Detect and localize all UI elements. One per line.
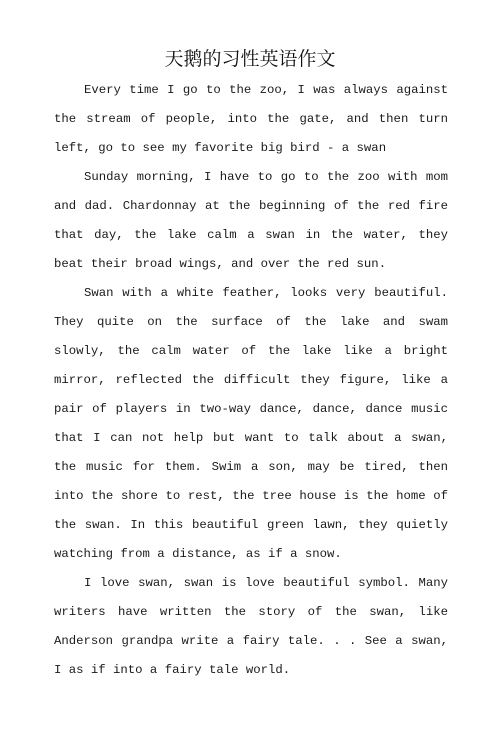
document-title: 天鹅的习性英语作文 bbox=[164, 48, 336, 70]
document-body bbox=[54, 76, 448, 685]
paragraph-2: Sunday morning, I have to go to the zoo with mom and dad. Chardonnay at the beginning of the red fire that day, the lake calm a swan in the water, they beat their broad wings, and over the red sun. bbox=[54, 170, 448, 271]
paragraph-3: Swan with a white feather, looks very beautiful. They quite on the surface of the lake and swam slowly, the calm water of the lake like a bright mirror, reflected the difficult they figure, like a pair of players in two-way dance, dance, dance music that I can not help but want to talk about a swan, the music for them. Swim a son, may be tired, then into the shore to rest, the tree house is the home of the swan. In this beautiful green lawn, they quietly watching from a distance, as if a snow. bbox=[54, 286, 448, 561]
paragraph-4: I love swan, swan is love beautiful symbol. Many writers have written the story of the swan, like Anderson grandpa write a fairy tale. . . See a swan, I as if into a fairy tale world. bbox=[54, 576, 448, 677]
paragraph-1: Every time I go to the zoo, I was always against the stream of people, into the gate, and then turn left, go to see my favorite big bird - a swan bbox=[54, 83, 448, 155]
